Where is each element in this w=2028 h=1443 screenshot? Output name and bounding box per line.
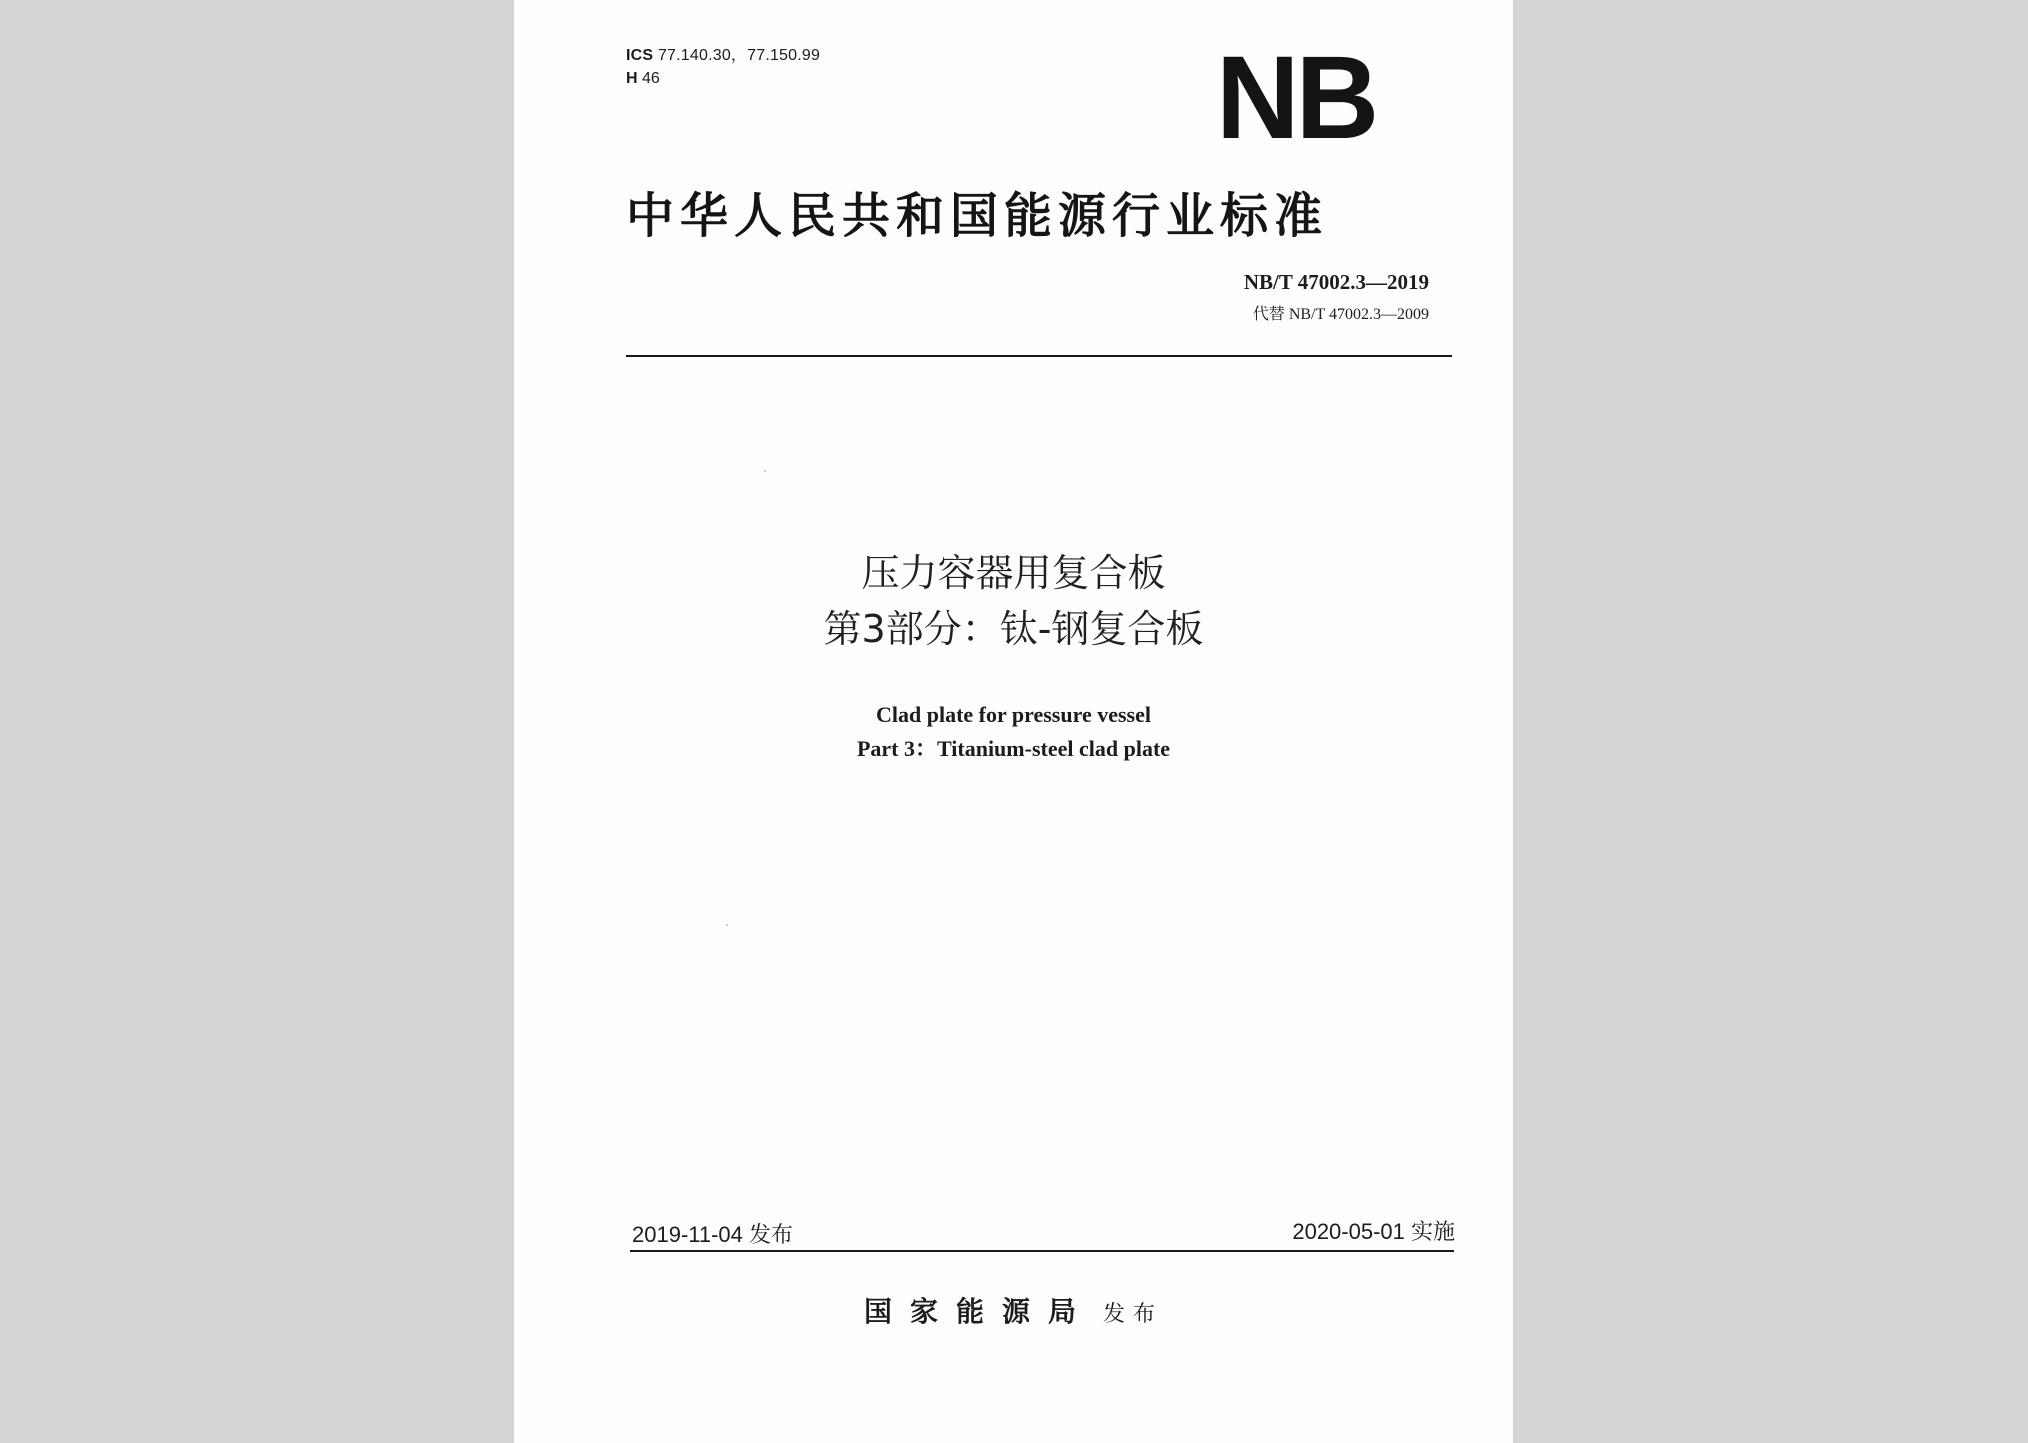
bottom-divider	[630, 1250, 1454, 1252]
implementation-date: 2020-05-01 实施	[1292, 1219, 1455, 1244]
publisher-organization: 国家能源局	[863, 1295, 1094, 1328]
replaces-standard: 代替 NB/T 47002.3—2009	[1252, 306, 1429, 323]
ccs-code: 46	[642, 70, 660, 87]
ccs-label: H	[626, 70, 638, 87]
top-divider	[626, 355, 1452, 357]
ics-classification	[626, 42, 820, 65]
english-title-line-1: Clad plate for pressure vessel	[876, 702, 1151, 727]
chinese-title-line-2: 第3部分：钛-钢复合板	[823, 607, 1204, 651]
chinese-title-line-1: 压力容器用复合板	[861, 551, 1166, 595]
ccs-classification	[626, 70, 660, 88]
organization-title: 中华人民共和国能源行业标准	[626, 188, 1329, 244]
publisher-action: 发布	[1103, 1302, 1164, 1327]
english-title-line-2: Part 3：Titanium-steel clad plate	[856, 736, 1171, 761]
standard-number: NB/T 47002.3—2019	[1243, 270, 1429, 294]
scan-speck	[764, 470, 766, 472]
ics-label: ICS	[626, 47, 654, 64]
scan-speck	[726, 924, 728, 926]
issue-date: 2019-11-04 发布	[632, 1222, 794, 1247]
publisher-line	[514, 1290, 1513, 1330]
nb-logo: NB	[1216, 32, 1376, 164]
document-page	[514, 0, 1513, 1443]
ics-codes: 77.140.30，77.150.99	[657, 47, 821, 64]
